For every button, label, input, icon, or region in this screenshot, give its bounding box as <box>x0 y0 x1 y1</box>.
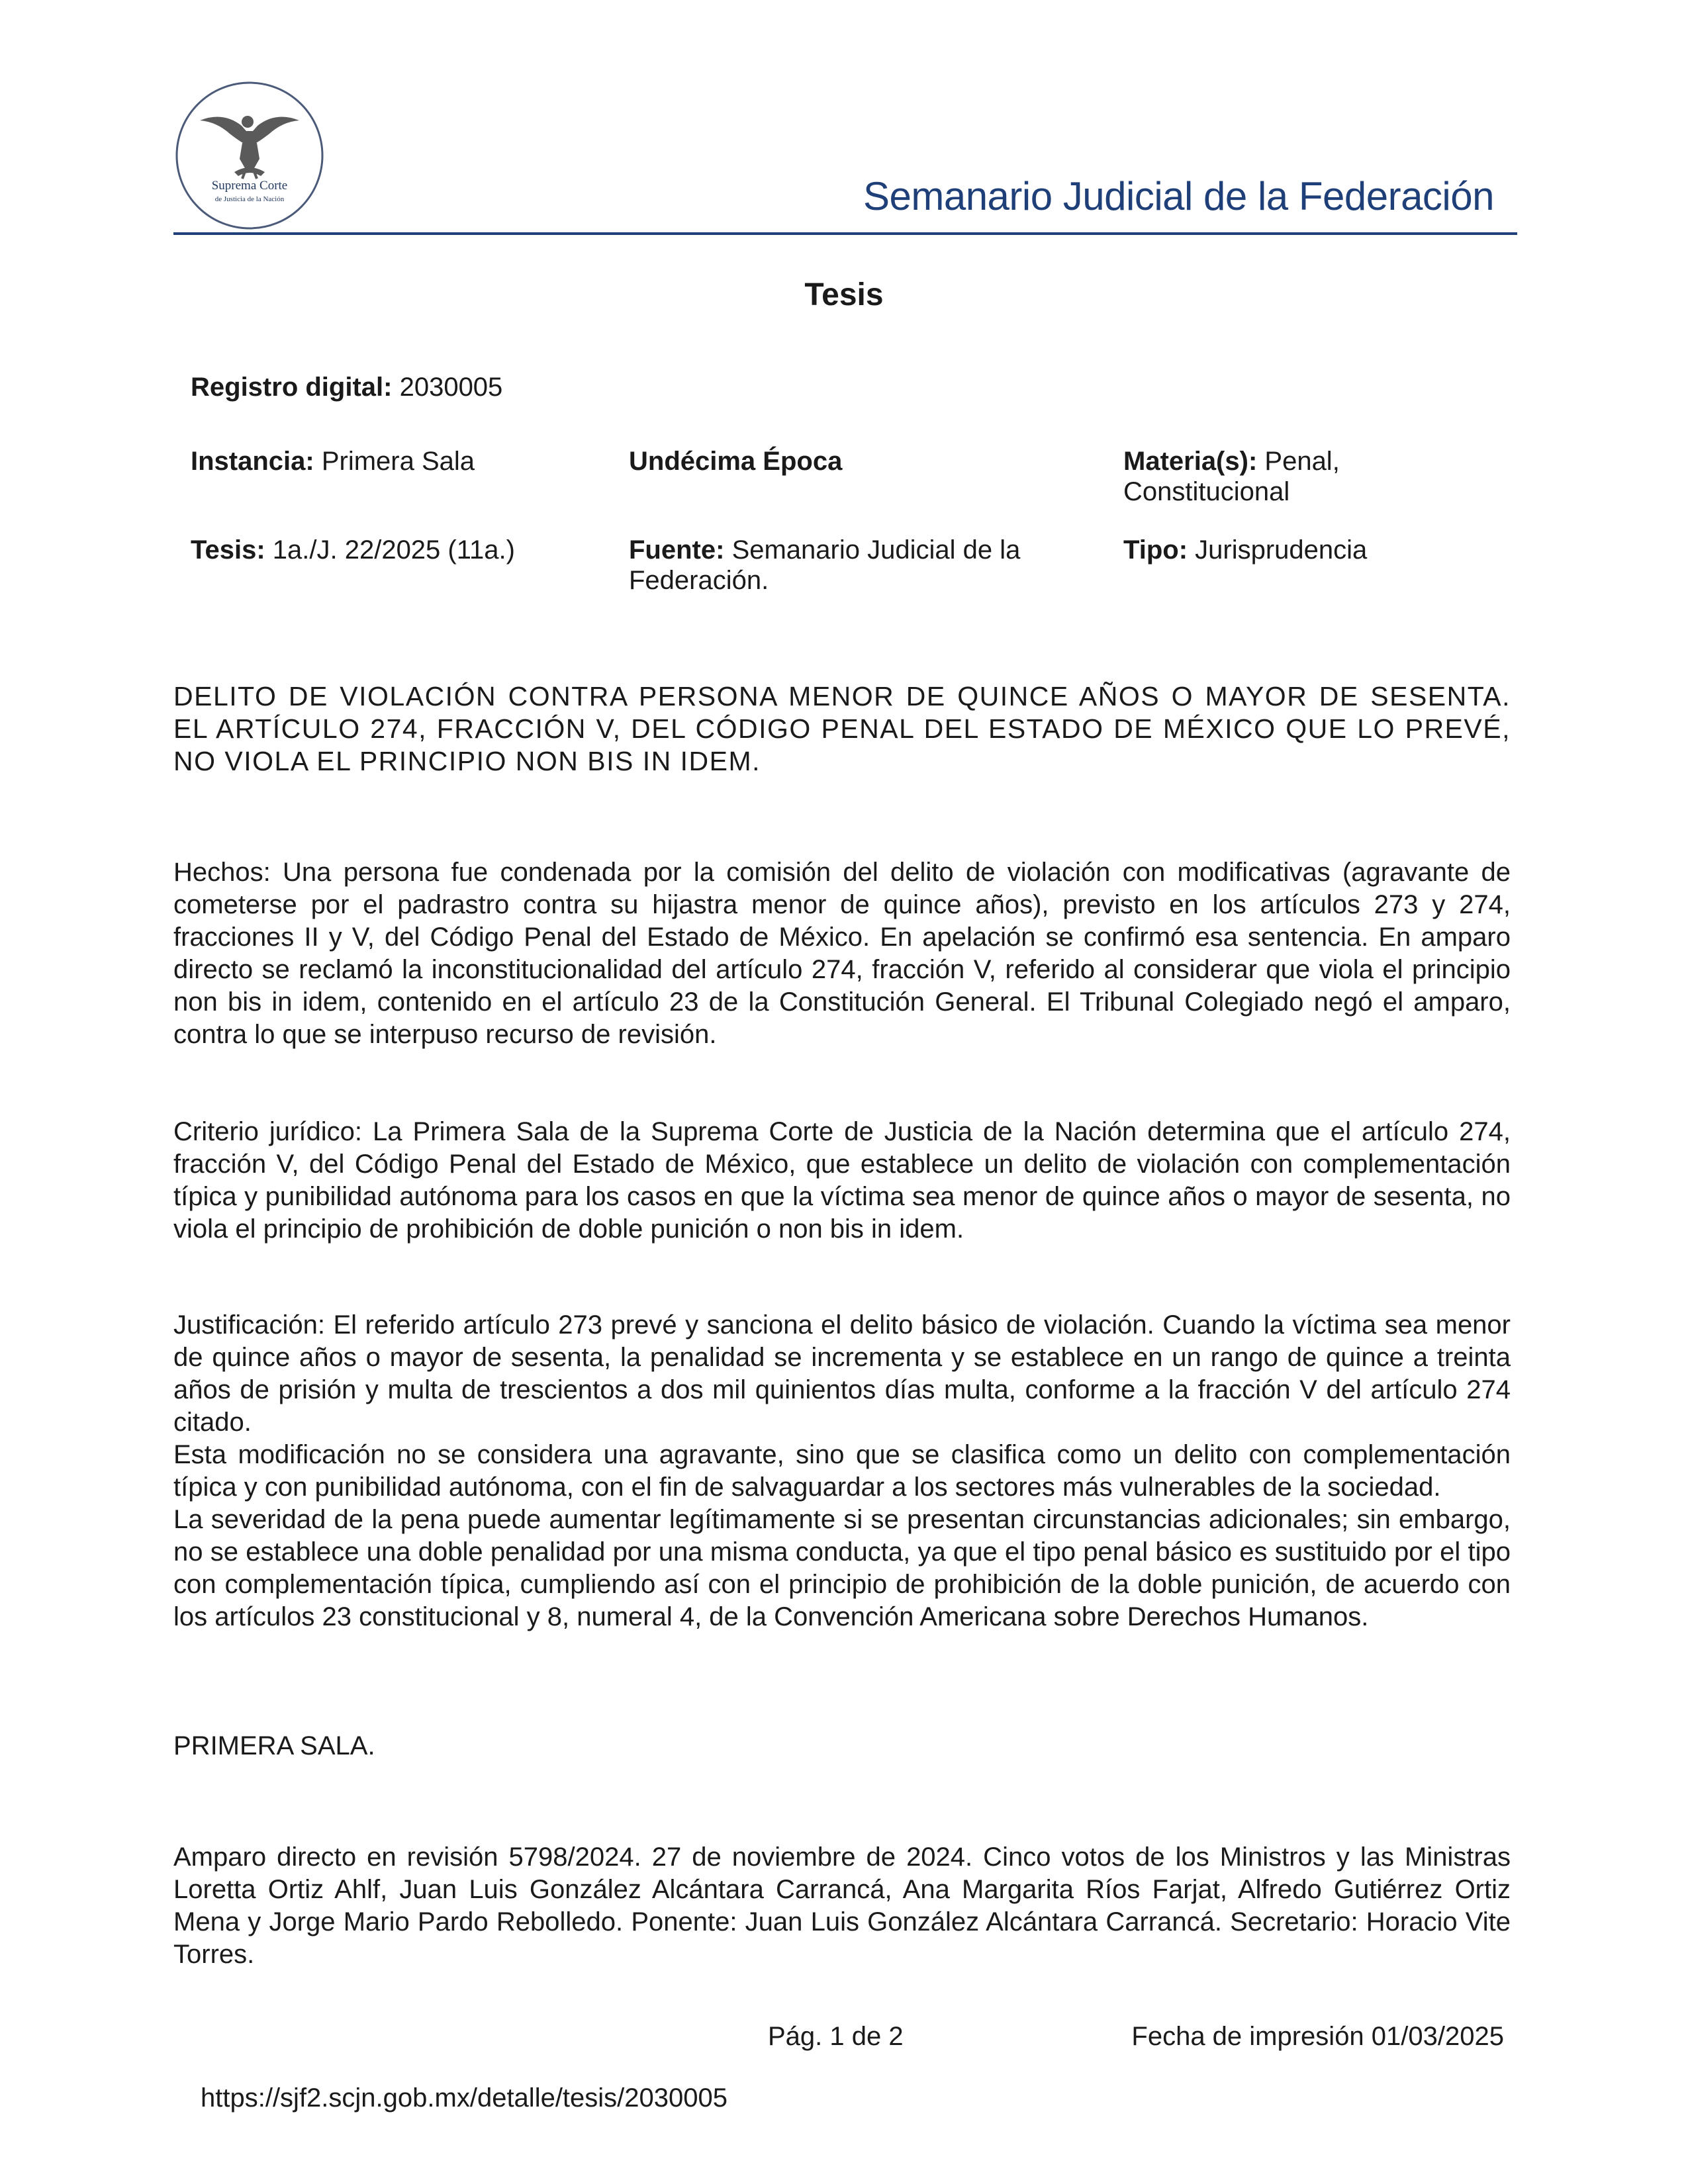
justificacion-paragraph-2: Esta modificación no se considera una agravante, sino que se clasifica como un delito con complementación típica y con punibilidad autónoma, con el fin de salvaguardar a los sectores más vulnerables de la sociedad. <box>173 1440 1511 1502</box>
hechos-paragraph: Hechos: Una persona fue condenada por la comisión del delito de violación con modificativas (agravante de cometerse por el padrastro contra su hijastra menor de quince años), previsto en los artículos 273 y 274, fracciones II y V, del Código Penal del Estado de México. En apelación se confirmó esa sentencia. En amparo directo se reclamó la inconstitucionalidad del artículo 274, fracción V, referido al considerar que viola el principio non bis in idem, contenido en el artículo 23 de la Constitución General. El Tribunal Colegiado negó el amparo, contra lo que se interpuso recurso de revisión. <box>173 858 1511 1049</box>
tipo: Tipo: Jurisprudencia <box>1123 535 1368 565</box>
print-date: Fecha de impresión 01/03/2025 <box>1131 2022 1504 2051</box>
source-url[interactable]: https://sjf2.scjn.gob.mx/detalle/tesis/2030005 <box>201 2083 728 2113</box>
document-type: Tesis <box>804 277 884 312</box>
scjn-logo <box>173 79 326 232</box>
criterio-paragraph: Criterio jurídico: La Primera Sala de la Suprema Corte de Justicia de la Nación determina que el artículo 274, fracción V, del Código Penal del Estado de México, que establece un delito de violación con complementación típica y punibilidad autónoma para los casos en que la víctima sea menor de quince años o mayor de sesenta, no viola el principio de prohibición de doble punición o non bis in idem. <box>173 1117 1511 1244</box>
justificacion-paragraph-3: La severidad de la pena puede aumentar legítimamente si se presentan circunstancias adicionales; sin embargo, no se establece una doble penalidad por una misma conducta, ya que el tipo penal básico es sustituido por el tipo con complementación típica, cumpliendo así con el principio de prohibición de la doble punición, de acuerdo con los artículos 23 constitucional y 8, numeral 4, de la Convención Americana sobre Derechos Humanos. <box>173 1505 1511 1631</box>
rubro: DELITO DE VIOLACIÓN CONTRA PERSONA MENOR DE QUINCE AÑOS O MAYOR DE SESENTA. EL ARTÍCULO 274, FRACCIÓN V, DEL CÓDIGO PENAL DEL ESTADO DE MÉXICO QUE LO PREVÉ, NO VIOLA EL PRINCIPIO NON BIS IN IDEM. <box>173 681 1511 776</box>
justificacion-paragraph-1: Justificación: El referido artículo 273 prevé y sanciona el delito básico de violación. Cuando la víctima sea menor de quince años o mayor de sesenta, la penalidad se incrementa y se establece en un rango de quince a treinta años de prisión y multa de trescientos a dos mil quinientos días multa, conforme a la fracción V del artículo 274 citado. <box>173 1310 1511 1437</box>
instancia: Instancia: Primera Sala <box>191 447 475 476</box>
epoca: Undécima Época <box>629 447 843 476</box>
tesis-numero: Tesis: 1a./J. 22/2025 (11a.) <box>191 535 515 565</box>
page-number: Pág. 1 de 2 <box>768 2022 904 2051</box>
sala: PRIMERA SALA. <box>173 1731 375 1760</box>
header-divider <box>173 232 1517 235</box>
precedente-paragraph: Amparo directo en revisión 5798/2024. 27 de noviembre de 2024. Cinco votos de los Ministros y las Ministras Loretta Ortiz Ahlf, Juan Luis González Alcántara Carrancá, Ana Margarita Ríos Farjat, Alfredo Gutiérrez Ortiz Mena y Jorge Mario Pardo Rebolledo. Ponente: Juan Luis González Alcántara Carrancá. Secretario: Horacio Vite Torres. <box>173 1843 1511 1969</box>
registro-digital: Registro digital: 2030005 <box>191 373 503 402</box>
logo-text-main: Suprema Corte <box>211 179 288 193</box>
eagle-emblem-icon <box>200 116 299 179</box>
materia: Materia(s): Penal, Constitucional <box>1123 447 1340 506</box>
justificacion-section <box>173 1309 1511 1633</box>
fuente: Fuente: Semanario Judicial de la Federación. <box>629 535 1021 595</box>
header-title: Semanario Judicial de la Federación <box>863 174 1494 218</box>
logo-text-sub: de Justicia de la Nación <box>214 195 285 203</box>
